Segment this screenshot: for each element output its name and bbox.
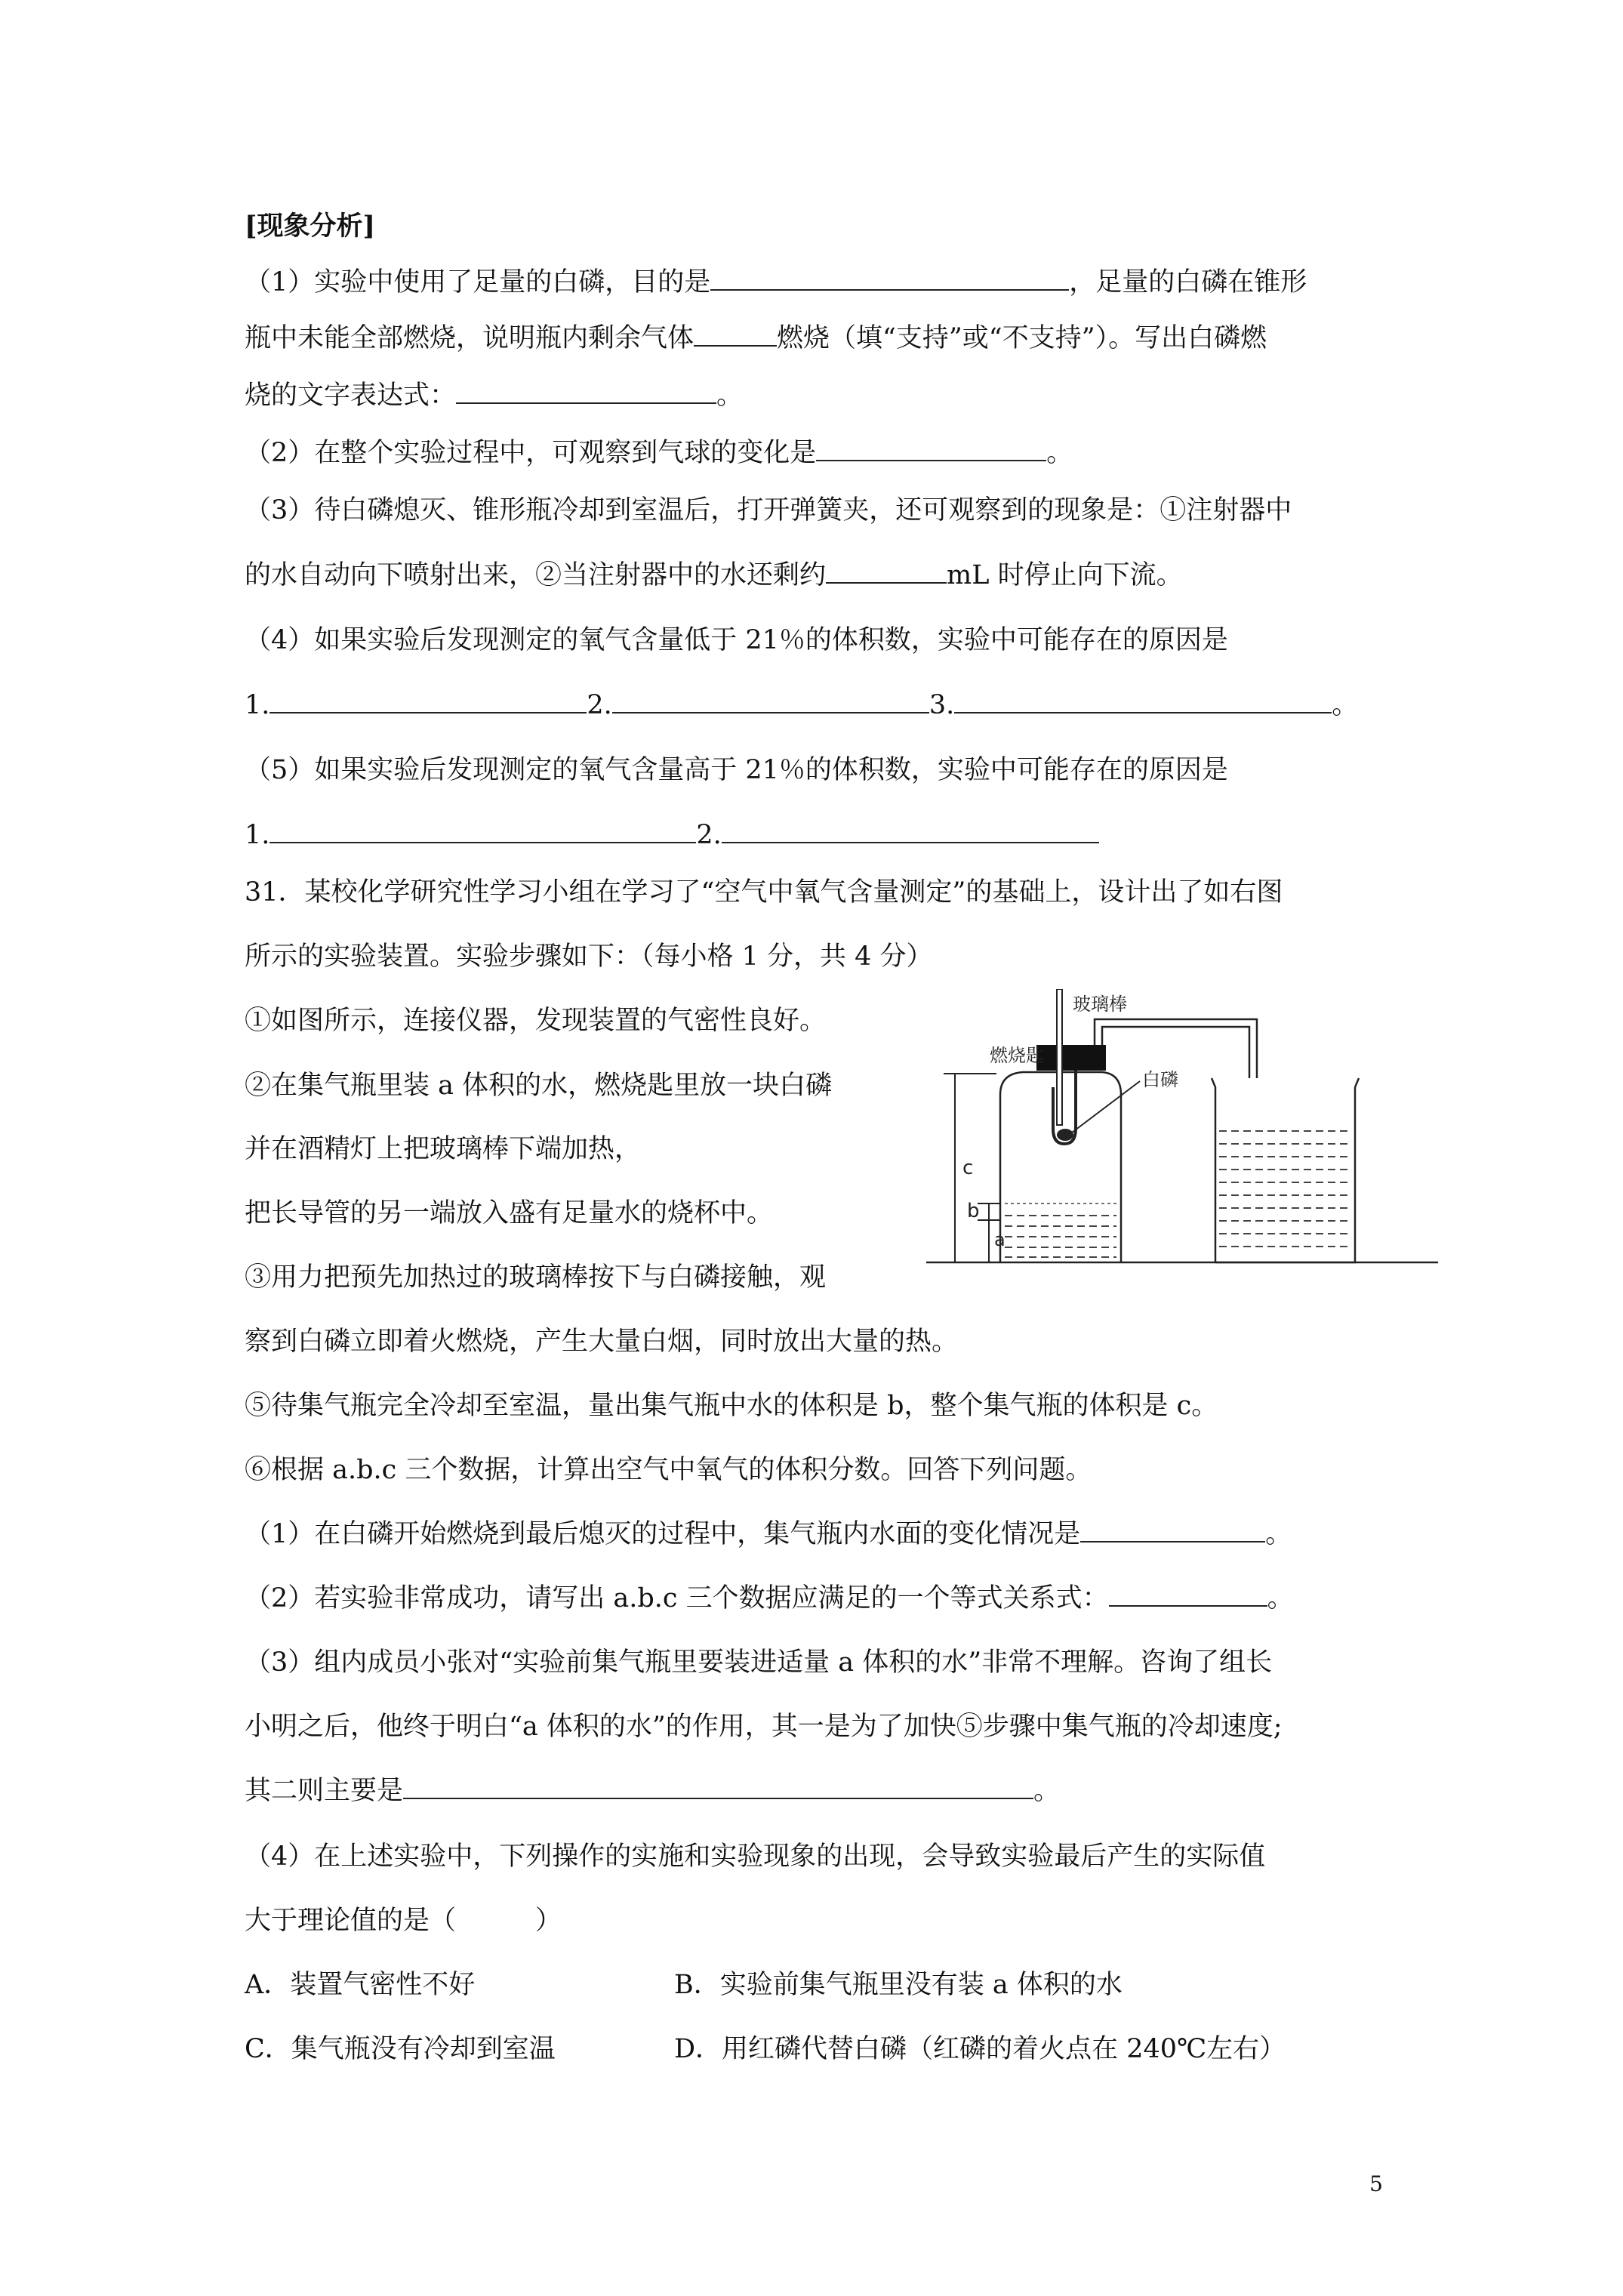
- q1-text-a: （1）实验中使用了足量的白磷，目的是: [245, 267, 711, 297]
- q4-num-2: 2.: [587, 690, 612, 720]
- q4-line-1: （4）如果实验后发现测定的氧气含量低于 21％的体积数，实验中可能存在的原因是: [245, 625, 1228, 655]
- q1-line-2: [245, 322, 1267, 355]
- q3-line-2: [245, 559, 1183, 592]
- b4-line-1: （4）在上述实验中，下列操作的实施和实验现象的出现，会导致实验最后产生的实际值: [245, 1841, 1266, 1872]
- option-b[interactable]: B．实验前集气瓶里没有装 a 体积的水: [674, 1970, 1123, 2000]
- b2-blank[interactable]: [1109, 1583, 1267, 1607]
- label-phosphorus: 白磷: [1142, 1069, 1178, 1090]
- page-number: 5: [1369, 2171, 1383, 2196]
- b3-line-1: （3）组内成员小张对“实验前集气瓶里要装进适量 a 体积的水”非常不理解。咨询了组长: [245, 1647, 1273, 1678]
- b1-end: 。: [1265, 1519, 1292, 1549]
- b2-line: [245, 1582, 1294, 1615]
- q1-blank-3[interactable]: [456, 380, 716, 404]
- q1-text-b: ，足量的白磷在锥形: [1069, 267, 1307, 297]
- q4-line-2: [245, 689, 1358, 722]
- b3-line-2: 小明之后，他终于明白“a 体积的水”的作用，其一是为了加快⑤步骤中集气瓶的冷却速度;: [245, 1712, 1283, 1742]
- step-2c: 把长导管的另一端放入盛有足量水的烧杯中。: [245, 1198, 774, 1228]
- q4-blank-2[interactable]: [612, 689, 929, 713]
- q2-blank[interactable]: [816, 437, 1046, 461]
- q2-line: [245, 436, 1073, 470]
- step-2a: ②在集气瓶里装 a 体积的水，燃烧匙里放一块白磷: [245, 1071, 833, 1101]
- white-phosphorus: [1057, 1129, 1073, 1141]
- q3-blank[interactable]: [826, 559, 947, 584]
- label-a: a: [994, 1229, 1006, 1250]
- q3-text-c: mL 时停止向下流。: [947, 560, 1183, 590]
- q1-text-c: 瓶中未能全部燃烧，说明瓶内剩余气体: [245, 323, 694, 353]
- option-a[interactable]: A．装置气密性不好: [245, 1970, 476, 2000]
- phosphorus-pointer: [1072, 1081, 1140, 1133]
- b1-text: （1）在白磷开始燃烧到最后熄灭的过程中，集气瓶内水面的变化情况是: [245, 1519, 1081, 1549]
- q2-end: 。: [1046, 438, 1073, 468]
- q4-end: 。: [1332, 690, 1359, 720]
- label-spoon: 燃烧匙: [990, 1045, 1044, 1066]
- step-2b: 并在酒精灯上把玻璃棒下端加热，: [245, 1134, 642, 1164]
- b3-blank[interactable]: [403, 1775, 1033, 1799]
- bottle-water: [1005, 1216, 1116, 1257]
- q3-line-1: （3）待白磷熄灭、锥形瓶冷却到室温后，打开弹簧夹，还可观察到的现象是：①注射器中: [245, 495, 1292, 525]
- rubber-stopper: [1036, 1045, 1106, 1071]
- b3-line-3: [245, 1774, 1060, 1808]
- q4-blank-3[interactable]: [954, 689, 1332, 713]
- section-heading: [现象分析]: [245, 211, 376, 242]
- q4-blank-1[interactable]: [269, 689, 587, 713]
- q1-blank-2[interactable]: [694, 322, 777, 347]
- q2-text: （2）在整个实验过程中，可观察到气球的变化是: [245, 438, 817, 468]
- q1-text-d: 燃烧（填“支持”或“不支持”）。写出白磷燃: [777, 323, 1267, 353]
- q3-text-b: 的水自动向下喷射出来，②当注射器中的水还剩约: [245, 560, 827, 590]
- q5-blank-1[interactable]: [269, 819, 696, 843]
- option-c[interactable]: C．集气瓶没有冷却到室温: [245, 2034, 556, 2064]
- q5-num-1: 1.: [245, 820, 270, 850]
- q1-end: 。: [716, 381, 744, 411]
- b1-line: [245, 1518, 1292, 1551]
- q4-num-3: 3.: [929, 690, 955, 720]
- b4-line-2: 大于理论值的是（ ）: [245, 1906, 562, 1936]
- q1-text-e: 烧的文字表达式：: [245, 381, 457, 411]
- q5-num-2: 2.: [696, 820, 722, 850]
- step-3b: 察到白磷立即着火燃烧，产生大量白烟，同时放出大量的热。: [245, 1327, 959, 1357]
- q1-line-1: [245, 266, 1307, 299]
- glass-rod: [1057, 989, 1062, 1125]
- q4-num-1: 1.: [245, 690, 270, 720]
- step-5: ⑤待集气瓶完全冷却至室温，量出集气瓶中水的体积是 b，整个集气瓶的体积是 c。: [245, 1391, 1218, 1421]
- q31-intro-1: 31．某校化学研究性学习小组在学习了“空气中氧气含量测定”的基础上，设计出了如右图: [245, 877, 1283, 908]
- q5-blank-2[interactable]: [722, 819, 1099, 843]
- label-glass-rod: 玻璃棒: [1073, 994, 1127, 1015]
- step-1: ①如图所示，连接仪器，发现装置的气密性良好。: [245, 1006, 827, 1036]
- step-6: ⑥根据 a.b.c 三个数据，计算出空气中氧气的体积分数。回答下列问题。: [245, 1455, 1092, 1485]
- b2-text: （2）若实验非常成功，请写出 a.b.c 三个数据应满足的一个等式关系式：: [245, 1583, 1109, 1613]
- q1-line-3: [245, 379, 743, 412]
- b3-end: 。: [1033, 1776, 1061, 1806]
- q5-line-1: （5）如果实验后发现测定的氧气含量高于 21％的体积数，实验中可能存在的原因是: [245, 755, 1228, 785]
- label-b: b: [967, 1200, 980, 1222]
- beaker-water: [1219, 1131, 1352, 1247]
- b3-text-c: 其二则主要是: [245, 1776, 404, 1806]
- step-3a: ③用力把预先加热过的玻璃棒按下与白磷接触，观: [245, 1262, 827, 1293]
- option-d[interactable]: D．用红磷代替白磷（红磷的着火点在 240℃左右）: [674, 2034, 1286, 2064]
- label-c: c: [962, 1157, 974, 1179]
- b2-end: 。: [1267, 1583, 1294, 1613]
- b1-blank[interactable]: [1080, 1518, 1265, 1542]
- q1-blank-1[interactable]: [710, 267, 1069, 291]
- q5-line-2: [245, 818, 1099, 852]
- q31-intro-2: 所示的实验装置。实验步骤如下：（每小格 1 分，共 4 分）: [245, 942, 933, 972]
- apparatus-diagram: [917, 989, 1438, 1268]
